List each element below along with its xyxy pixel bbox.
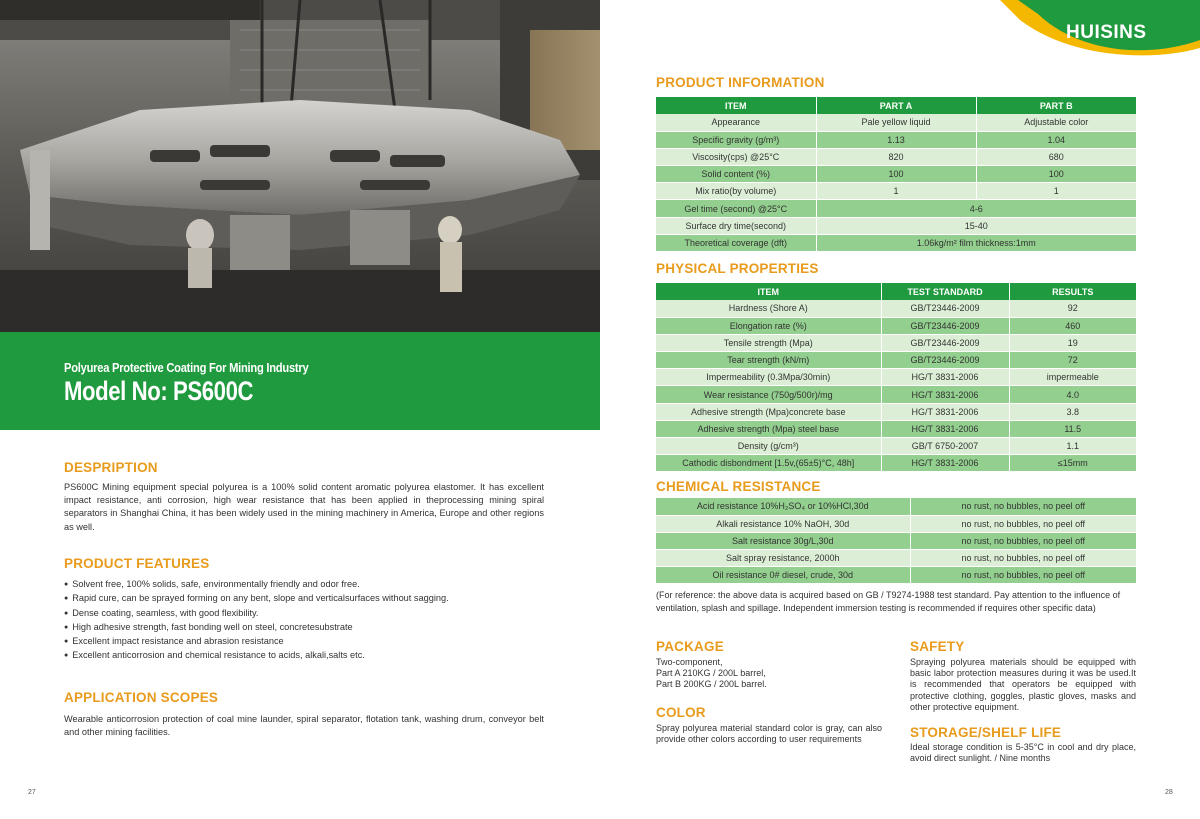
features-list bbox=[64, 578, 544, 664]
table-row bbox=[656, 131, 1136, 148]
safety-text: Spraying polyurea materials should be equipped with basic labor protection measures during it was be used.It is recommended that operators be equipped with protective clothing, goggles, plastic gloves, masks and other protective equipment. bbox=[910, 657, 1136, 712]
storage-title: STORAGE/SHELF LIFE bbox=[910, 725, 1062, 740]
table-cell: GB/T 6750-2007 bbox=[881, 438, 1009, 455]
table-cell: Solid content (%) bbox=[656, 166, 816, 183]
table-row bbox=[656, 148, 1136, 165]
mining-equipment-photo bbox=[0, 0, 600, 332]
table-cell: Gel time (second) @25°C bbox=[656, 200, 816, 217]
table-cell: Appearance bbox=[656, 114, 816, 131]
package-title: PACKAGE bbox=[656, 639, 724, 654]
table-cell: Wear resistance (750g/500r)/mg bbox=[656, 386, 881, 403]
description-title: DESPRIPTION bbox=[64, 460, 158, 475]
table-row bbox=[656, 234, 1136, 251]
table-header-row bbox=[656, 97, 1136, 114]
table-cell: no rust, no bubbles, no peel off bbox=[910, 498, 1136, 515]
table-cell: ≤15mm bbox=[1009, 455, 1136, 472]
table-cell: 1.04 bbox=[976, 131, 1136, 148]
table-header: TEST STANDARD bbox=[881, 283, 1009, 300]
table-cell: Elongation rate (%) bbox=[656, 317, 881, 334]
table-cell: 100 bbox=[816, 166, 976, 183]
table-row bbox=[656, 550, 1136, 567]
table-cell: Theoretical coverage (dft) bbox=[656, 234, 816, 251]
table-cell: no rust, no bubbles, no peel off bbox=[910, 532, 1136, 549]
table-row bbox=[656, 515, 1136, 532]
table-cell: HG/T 3831-2006 bbox=[881, 420, 1009, 437]
table-cell: impermeable bbox=[1009, 369, 1136, 386]
table-cell: Cathodic disbondment [1.5v,(65±5)°C, 48h] bbox=[656, 455, 881, 472]
table-cell: Oil resistance 0# diesel, crude, 30d bbox=[656, 567, 910, 584]
banner-model-number: Model No: PS600C bbox=[64, 376, 254, 406]
table-row bbox=[656, 420, 1136, 437]
huisins-logo bbox=[1000, 0, 1200, 60]
list-item: ● Excellent anticorrosion and chemical resistance to acids, alkali,salts etc. bbox=[64, 649, 544, 663]
table-row bbox=[656, 114, 1136, 131]
table-header-row bbox=[656, 283, 1136, 300]
package-line: Two-component, bbox=[656, 657, 723, 667]
table-cell: Adhesive strength (Mpa)concrete base bbox=[656, 403, 881, 420]
description-text: PS600C Mining equipment special polyurea is a 100% solid content aromatic polyurea elastomer. It has excellent impact resistance, anti corrosion, high wear resistance that has been applied in theprocessing mining spiral separators in Shanghai China, it has been widely used in the mining machinery in America, Europe and other regions as well. bbox=[64, 482, 544, 532]
chemical-table bbox=[656, 498, 1136, 584]
table-cell: 3.8 bbox=[1009, 403, 1136, 420]
table-cell: Alkali resistance 10% NaOH, 30d bbox=[656, 515, 910, 532]
table-cell: GB/T23446-2009 bbox=[881, 352, 1009, 369]
table-cell: 460 bbox=[1009, 317, 1136, 334]
table-cell: Mix ratio(by volume) bbox=[656, 183, 816, 200]
table-cell: Salt resistance 30g/L,30d bbox=[656, 532, 910, 549]
table-cell: GB/T23446-2009 bbox=[881, 334, 1009, 351]
table-row bbox=[656, 200, 1136, 217]
table-cell: Viscosity(cps) @25°C bbox=[656, 148, 816, 165]
table-cell: HG/T 3831-2006 bbox=[881, 403, 1009, 420]
table-cell: Density (g/cm³) bbox=[656, 438, 881, 455]
list-item: ● Excellent impact resistance and abrasion resistance bbox=[64, 635, 544, 649]
table-cell: Pale yellow liquid bbox=[816, 114, 976, 131]
table-row bbox=[656, 455, 1136, 472]
table-cell: Adjustable color bbox=[976, 114, 1136, 131]
table-cell: 11.5 bbox=[1009, 420, 1136, 437]
physical-title: PHYSICAL PROPERTIES bbox=[656, 261, 819, 276]
table-cell: 19 bbox=[1009, 334, 1136, 351]
table-row bbox=[656, 498, 1136, 515]
table-cell: GB/T23446-2009 bbox=[881, 300, 1009, 317]
table-cell: Impermeability (0.3Mpa/30min) bbox=[656, 369, 881, 386]
list-item: ● Solvent free, 100% solids, safe, environmentally friendly and odor free. bbox=[64, 578, 544, 592]
table-row bbox=[656, 403, 1136, 420]
color-text: Spray polyurea material standard color is gray, can also provide other colors according to user requirements bbox=[656, 723, 882, 745]
table-cell: Acid resistance 10%H₂SO₄ or 10%HCl,30d bbox=[656, 498, 910, 515]
title-banner bbox=[0, 332, 600, 430]
table-cell: 15-40 bbox=[816, 217, 1136, 234]
table-cell: 1.1 bbox=[1009, 438, 1136, 455]
table-cell: 680 bbox=[976, 148, 1136, 165]
list-item: ● Dense coating, seamless, with good flexibility. bbox=[64, 607, 544, 621]
table-row bbox=[656, 438, 1136, 455]
table-cell: Salt spray resistance, 2000h bbox=[656, 550, 910, 567]
product-info-table bbox=[656, 97, 1136, 252]
table-cell: Tear strength (kN/m) bbox=[656, 352, 881, 369]
banner-subtitle: Polyurea Protective Coating For Mining Industry bbox=[64, 360, 309, 375]
table-row bbox=[656, 567, 1136, 584]
table-cell: 72 bbox=[1009, 352, 1136, 369]
table-row bbox=[656, 334, 1136, 351]
application-text: Wearable anticorrosion protection of coal mine launder, spiral separator, flotation tank, washing drum, conveyor belt and other mining facilities. bbox=[64, 714, 544, 738]
features-title: PRODUCT FEATURES bbox=[64, 556, 210, 571]
product-info-title: PRODUCT INFORMATION bbox=[656, 75, 825, 90]
table-cell: HG/T 3831-2006 bbox=[881, 386, 1009, 403]
package-line: Part A 210KG / 200L barrel, bbox=[656, 668, 766, 679]
table-cell: 820 bbox=[816, 148, 976, 165]
table-row bbox=[656, 386, 1136, 403]
table-row bbox=[656, 183, 1136, 200]
table-cell: GB/T23446-2009 bbox=[881, 317, 1009, 334]
safety-title: SAFETY bbox=[910, 639, 965, 654]
page-number-right: 28 bbox=[1165, 789, 1173, 796]
table-row bbox=[656, 369, 1136, 386]
table-cell: 4-6 bbox=[816, 200, 1136, 217]
table-cell: 4.0 bbox=[1009, 386, 1136, 403]
table-cell: 1 bbox=[816, 183, 976, 200]
table-cell: Specific gravity (g/m³) bbox=[656, 131, 816, 148]
table-row bbox=[656, 300, 1136, 317]
table-header: ITEM bbox=[656, 283, 881, 300]
package-text bbox=[656, 657, 886, 691]
table-cell: 1.06kg/m² film thickness:1mm bbox=[816, 234, 1136, 251]
package-line: Part B 200KG / 200L barrel. bbox=[656, 679, 767, 690]
storage-text: Ideal storage condition is 5-35°C in cool and dry place, avoid direct sunlight. / Nine months bbox=[910, 742, 1136, 764]
logo-text: HUISINS bbox=[1066, 22, 1147, 43]
list-item: ● High adhesive strength, fast bonding well on steel, concretesubstrate bbox=[64, 621, 544, 635]
table-cell: Surface dry time(second) bbox=[656, 217, 816, 234]
table-header: PART B bbox=[976, 97, 1136, 114]
table-cell: no rust, no bubbles, no peel off bbox=[910, 567, 1136, 584]
physical-table bbox=[656, 283, 1136, 472]
table-cell: no rust, no bubbles, no peel off bbox=[910, 515, 1136, 532]
table-cell: no rust, no bubbles, no peel off bbox=[910, 550, 1136, 567]
table-cell: 1 bbox=[976, 183, 1136, 200]
table-cell: Hardness (Shore A) bbox=[656, 300, 881, 317]
table-row bbox=[656, 217, 1136, 234]
table-cell: 100 bbox=[976, 166, 1136, 183]
table-header: PART A bbox=[816, 97, 976, 114]
list-item: ● Rapid cure, can be sprayed forming on any bent, slope and verticalsurfaces without sagging. bbox=[64, 592, 544, 606]
application-title: APPLICATION SCOPES bbox=[64, 690, 219, 705]
color-title: COLOR bbox=[656, 705, 706, 720]
table-row bbox=[656, 532, 1136, 549]
table-row bbox=[656, 352, 1136, 369]
table-cell: Adhesive strength (Mpa) steel base bbox=[656, 420, 881, 437]
table-row bbox=[656, 317, 1136, 334]
reference-note: (For reference: the above data is acquired based on GB / T9274-1988 test standard. Pay attention to the influence of ventilation, splash and spillage. Independent immersion testing is recommended if requires other specific data) bbox=[656, 590, 1121, 614]
table-cell: Tensile strength (Mpa) bbox=[656, 334, 881, 351]
chemical-title: CHEMICAL RESISTANCE bbox=[656, 479, 821, 494]
table-header: RESULTS bbox=[1009, 283, 1136, 300]
table-cell: HG/T 3831-2006 bbox=[881, 369, 1009, 386]
table-row bbox=[656, 166, 1136, 183]
table-header: ITEM bbox=[656, 97, 816, 114]
page-number-left: 27 bbox=[28, 789, 36, 796]
table-cell: 1.13 bbox=[816, 131, 976, 148]
table-cell: HG/T 3831-2006 bbox=[881, 455, 1009, 472]
table-cell: 92 bbox=[1009, 300, 1136, 317]
